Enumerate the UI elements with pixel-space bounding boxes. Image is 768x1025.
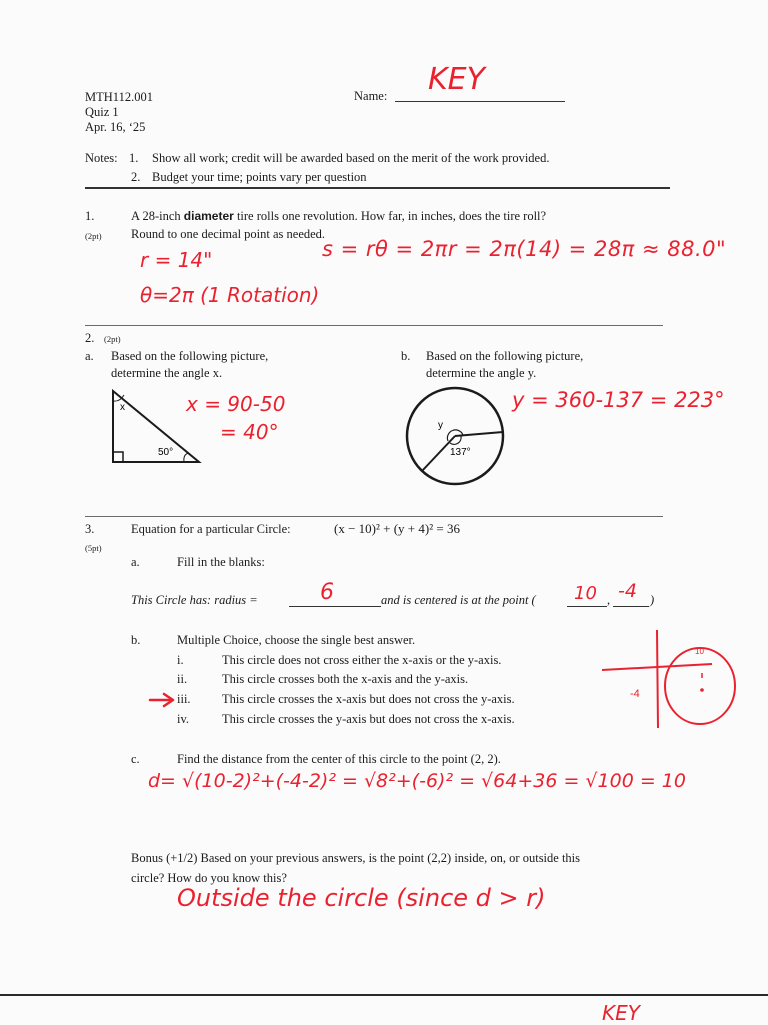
q2a-label: a.	[85, 349, 94, 363]
course-code: MTH112.001	[85, 90, 153, 104]
sketch-y-axis	[657, 630, 658, 728]
bonus-text-line1: Bonus (+1/2) Based on your previous answers, is the point (2,2) inside, on, or outside this	[131, 851, 581, 865]
center-close-paren: )	[650, 593, 655, 607]
q3b-label: b.	[131, 633, 141, 647]
name-label: Name:	[354, 89, 388, 103]
q2-number: 2.	[85, 331, 95, 345]
right-angle-marker	[113, 452, 123, 462]
sketch-label-10: 10	[695, 647, 704, 656]
radius-blank	[289, 606, 381, 607]
q3a-label: a.	[131, 555, 140, 569]
header-divider	[85, 187, 670, 189]
q1-points: (2pt)	[85, 231, 102, 241]
q1-answer-radius: r = 14"	[140, 248, 213, 272]
scan-page-edge	[0, 994, 768, 996]
quiz-number: Quiz 1	[85, 105, 119, 119]
q1-text-line1: A 28-inch diameter tire rolls one revolution. How far, in inches, does the tire roll?	[131, 209, 547, 223]
sketch-circle	[665, 648, 735, 724]
angle-50-label: 50°	[158, 447, 174, 458]
radius-answer: 6	[320, 580, 334, 605]
option-iv-text: This circle crosses the y-axis but does not cross the x-axis.	[222, 712, 515, 726]
selected-answer-arrow-icon	[148, 692, 178, 708]
sketch-label-neg4: -4	[630, 688, 640, 700]
note-1-num: 1.	[129, 151, 139, 165]
q2-points: (2pt)	[104, 334, 121, 344]
q1-number: 1.	[85, 209, 95, 223]
q1-answer-arclength: s = rθ = 2πr = 2π(14) = 28π ≈ 88.0"	[322, 237, 727, 261]
q2a-text-line2: determine the angle x.	[111, 366, 223, 380]
option-i-text: This circle does not cross either the x-axis or the y-axis.	[222, 653, 502, 667]
q3a-radius-prompt: This Circle has: radius =	[131, 593, 258, 607]
angle-137-label: 137°	[450, 447, 471, 458]
q3b-text: Multiple Choice, choose the single best answer.	[177, 633, 416, 647]
q2b-circle-figure	[403, 383, 513, 493]
q2-divider	[85, 516, 663, 517]
q3-points: (5pt)	[85, 543, 102, 553]
q3-equation: (x − 10)² + (y + 4)² = 36	[334, 521, 460, 536]
q1-text-line2: Round to one decimal point as needed.	[131, 227, 326, 241]
q1-divider	[85, 325, 663, 326]
q3c-answer: d= √(10-2)²+(-4-2)² = √8²+(-6)² = √64+36 = √100 = 10	[148, 770, 686, 792]
notes-label: Notes:	[85, 151, 118, 165]
option-ii-num: ii.	[177, 672, 188, 686]
q2b-label: b.	[401, 349, 411, 363]
q3-title: Equation for a particular Circle:	[131, 522, 291, 536]
circle-sketch-figure	[600, 628, 740, 733]
bonus-answer: Outside the circle (since d > r)	[177, 884, 546, 912]
quiz-date: Apr. 16, ‘25	[85, 120, 146, 134]
q3c-label: c.	[131, 752, 140, 766]
sketch-center-dot	[700, 688, 704, 692]
name-answer: KEY	[428, 62, 485, 97]
q3c-text: Find the distance from the center of this circle to the point (2, 2).	[177, 752, 501, 766]
name-underline	[395, 101, 565, 102]
option-i-num: i.	[177, 653, 184, 667]
q2b-answer: y = 360-137 = 223°	[512, 388, 725, 412]
q2a-answer-line2: = 40°	[220, 420, 279, 444]
q2b-text-line2: determine the angle y.	[426, 366, 537, 380]
q2b-text-line1: Based on the following picture,	[426, 349, 584, 363]
center-y-answer: -4	[618, 580, 637, 602]
center-comma: ,	[607, 593, 611, 607]
q1-answer-theta: θ=2π (1 Rotation)	[140, 283, 320, 307]
note-1-text: Show all work; credit will be awarded based on the merit of the work provided.	[152, 151, 550, 165]
q2a-answer-line1: x = 90-50	[186, 392, 286, 416]
q3-number: 3.	[85, 522, 95, 536]
center-y-blank	[613, 606, 649, 607]
option-iv-num: iv.	[177, 712, 190, 726]
q3a-center-prompt: and is centered is at the point (	[381, 593, 536, 607]
option-iii-num: iii.	[177, 692, 191, 706]
angle-x-label: x	[120, 402, 125, 413]
q2a-text-line1: Based on the following picture,	[111, 349, 269, 363]
note-2-num: 2.	[131, 170, 141, 184]
q3a-text: Fill in the blanks:	[177, 555, 265, 569]
center-x-blank	[567, 606, 607, 607]
option-ii-text: This circle crosses both the x-axis and the y-axis.	[222, 672, 469, 686]
option-iii-text: This circle crosses the x-axis but does not cross the y-axis.	[222, 692, 515, 706]
bonus-text-line2: circle? How do you know this?	[131, 871, 287, 885]
next-page-key-mark: KEY	[602, 1001, 640, 1025]
note-2-text: Budget your time; points vary per question	[152, 170, 367, 184]
center-x-answer: 10	[574, 583, 597, 604]
angle-y-label: y	[438, 420, 443, 431]
